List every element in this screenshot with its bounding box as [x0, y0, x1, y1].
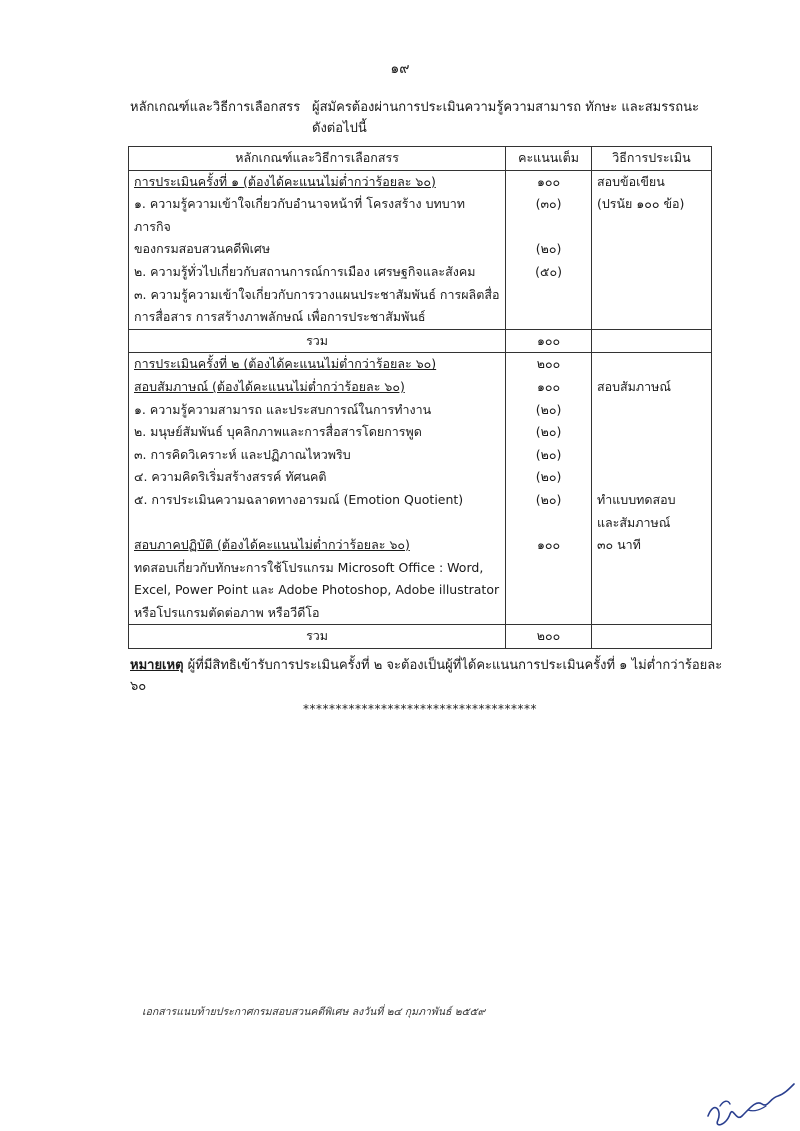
section2-title-score: ๒๐๐ — [536, 356, 561, 372]
section2-row — [129, 353, 712, 625]
footer-reference: เอกสารแนบท้ายประกาศกรมสอบสวนคดีพิเศษ ลงวันที่ ๒๔ กุมภาพันธ์ ๒๕๕๙ — [142, 1006, 486, 1018]
practical-line3: หรือโปรแกรมตัดต่อภาพ หรือวีดีโอ — [134, 604, 320, 620]
note — [130, 654, 730, 696]
section2-total-row — [129, 625, 712, 649]
page-number: ๑๙ — [390, 61, 410, 77]
interview-item-2: ๒. มนุษย์สัมพันธ์ บุคลิกภาพและการสื่อสารโดยการพูด — [134, 424, 422, 440]
practical-title: สอบภาคปฏิบัติ (ต้องได้คะแนนไม่ต่ำกว่าร้อยละ ๖๐) — [134, 537, 410, 553]
eq-method-line1: ทำแบบทดสอบ — [596, 491, 676, 507]
intro-desc-line1: ผู้สมัครต้องผ่านการประเมินความรู้ความสามารถ ทักษะ และสมรรถนะ — [312, 100, 699, 115]
section1-title-score: ๑๐๐ — [536, 173, 561, 189]
separator-line: ************************************ — [303, 702, 537, 716]
header-method: วิธีการประเมิน — [591, 147, 711, 171]
section1-method-line2: (ปรนัย ๑๐๐ ข้อ) — [596, 196, 685, 212]
section1-title: การประเมินครั้งที่ ๑ (ต้องได้คะแนนไม่ต่ำกว่าร้อยละ ๖๐) — [134, 173, 436, 189]
practical-line2: Excel, Power Point และ Adobe Photoshop, Adobe illustrator — [134, 582, 500, 598]
section1-total-row — [129, 329, 712, 353]
interview-item-1-score: (๒๐) — [535, 401, 562, 417]
section2-title: การประเมินครั้งที่ ๒ (ต้องได้คะแนนไม่ต่ำกว่าร้อยละ ๖๐) — [134, 356, 437, 372]
interview-item-3: ๓. การคิดวิเคราะห์ และปฏิภาณไหวพริบ — [134, 446, 351, 462]
interview-item-2-score: (๒๐) — [535, 424, 562, 440]
header-criteria: หลักเกณฑ์และวิธีการเลือกสรร — [129, 147, 506, 171]
note-label: หมายเหตุ — [130, 658, 184, 673]
interview-item-4: ๔. ความคิดริเริ่มสร้างสรรค์ ทัศนคติ — [134, 469, 327, 485]
eq-method-line2: และสัมภาษณ์ — [596, 514, 671, 530]
eq-method-line3: ๓๐ นาที — [596, 537, 641, 553]
section1-item3-line2: การสื่อสาร การสร้างภาพลักษณ์ เพื่อการประชาสัมพันธ์ — [134, 309, 426, 325]
interview-score: ๑๐๐ — [536, 378, 561, 394]
section1-total-label: รวม — [129, 329, 506, 353]
section1-item1-line2: ของกรมสอบสวนคดีพิเศษ — [134, 241, 271, 257]
intro-lead: หลักเกณฑ์และวิธีการเลือกสรร — [130, 100, 301, 115]
interview-item-5-score: (๒๐) — [535, 491, 562, 507]
note-text: ผู้ที่มีสิทธิเข้ารับการประเมินครั้งที่ ๒ จะต้องเป็นผู้ที่ได้คะแนนการประเมินครั้งที่ ๑ ไม่ต่ำกว่าร้อยละ ๖๐ — [130, 658, 723, 694]
section1-item2: ๒. ความรู้ทั่วไปเกี่ยวกับสถานการณ์การเมือง เศรษฐกิจและสังคม — [134, 263, 476, 279]
section1-method-line1: สอบข้อเขียน — [596, 173, 665, 189]
section2-method-cell — [591, 353, 711, 625]
section1-item3-line1: ๓. ความรู้ความเข้าใจเกี่ยวกับการวางแผนประชาสัมพันธ์ การผลิตสื่อ — [134, 286, 500, 302]
practical-line1: ทดสอบเกี่ยวกับทักษะการใช้โปรแกรม Microsoft Office : Word, — [134, 559, 484, 575]
section1-score-cell — [506, 170, 592, 329]
section2-criteria-cell — [129, 353, 506, 625]
section1-item1-line1: ๑. ความรู้ความเข้าใจเกี่ยวกับอำนาจหน้าที่ โครงสร้าง บทบาท ภารกิจ — [134, 196, 465, 234]
header-full-score: คะแนนเต็ม — [506, 147, 592, 171]
intro-description — [312, 98, 712, 141]
section1-method-cell — [591, 170, 711, 329]
signature-mark — [700, 1070, 800, 1130]
interview-item-1: ๑. ความรู้ความสามารถ และประสบการณ์ในการทำงาน — [134, 401, 432, 417]
section1-item3-score: (๕๐) — [535, 263, 562, 279]
section1-criteria-cell — [129, 170, 506, 329]
section1-total-score: ๑๐๐ — [506, 329, 592, 353]
interview-title: สอบสัมภาษณ์ (ต้องได้คะแนนไม่ต่ำกว่าร้อยละ ๖๐) — [134, 378, 405, 394]
interview-item-3-score: (๒๐) — [535, 446, 562, 462]
section1-item1-score: (๓๐) — [535, 196, 562, 212]
section2-total-label: รวม — [129, 625, 506, 649]
table-header-row — [129, 147, 712, 171]
practical-score: ๑๐๐ — [536, 537, 561, 553]
section2-total-score: ๒๐๐ — [506, 625, 592, 649]
interview-method: สอบสัมภาษณ์ — [596, 378, 671, 394]
section1-item2-score: (๒๐) — [535, 241, 562, 257]
interview-item-5: ๕. การประเมินความฉลาดทางอารมณ์ (Emotion Quotient) — [134, 491, 464, 507]
intro-desc-line2: ดังต่อไปนี้ — [312, 120, 367, 136]
interview-item-4-score: (๒๐) — [535, 469, 562, 485]
section2-score-cell — [506, 353, 592, 625]
criteria-table — [128, 146, 712, 649]
section1-row — [129, 170, 712, 329]
